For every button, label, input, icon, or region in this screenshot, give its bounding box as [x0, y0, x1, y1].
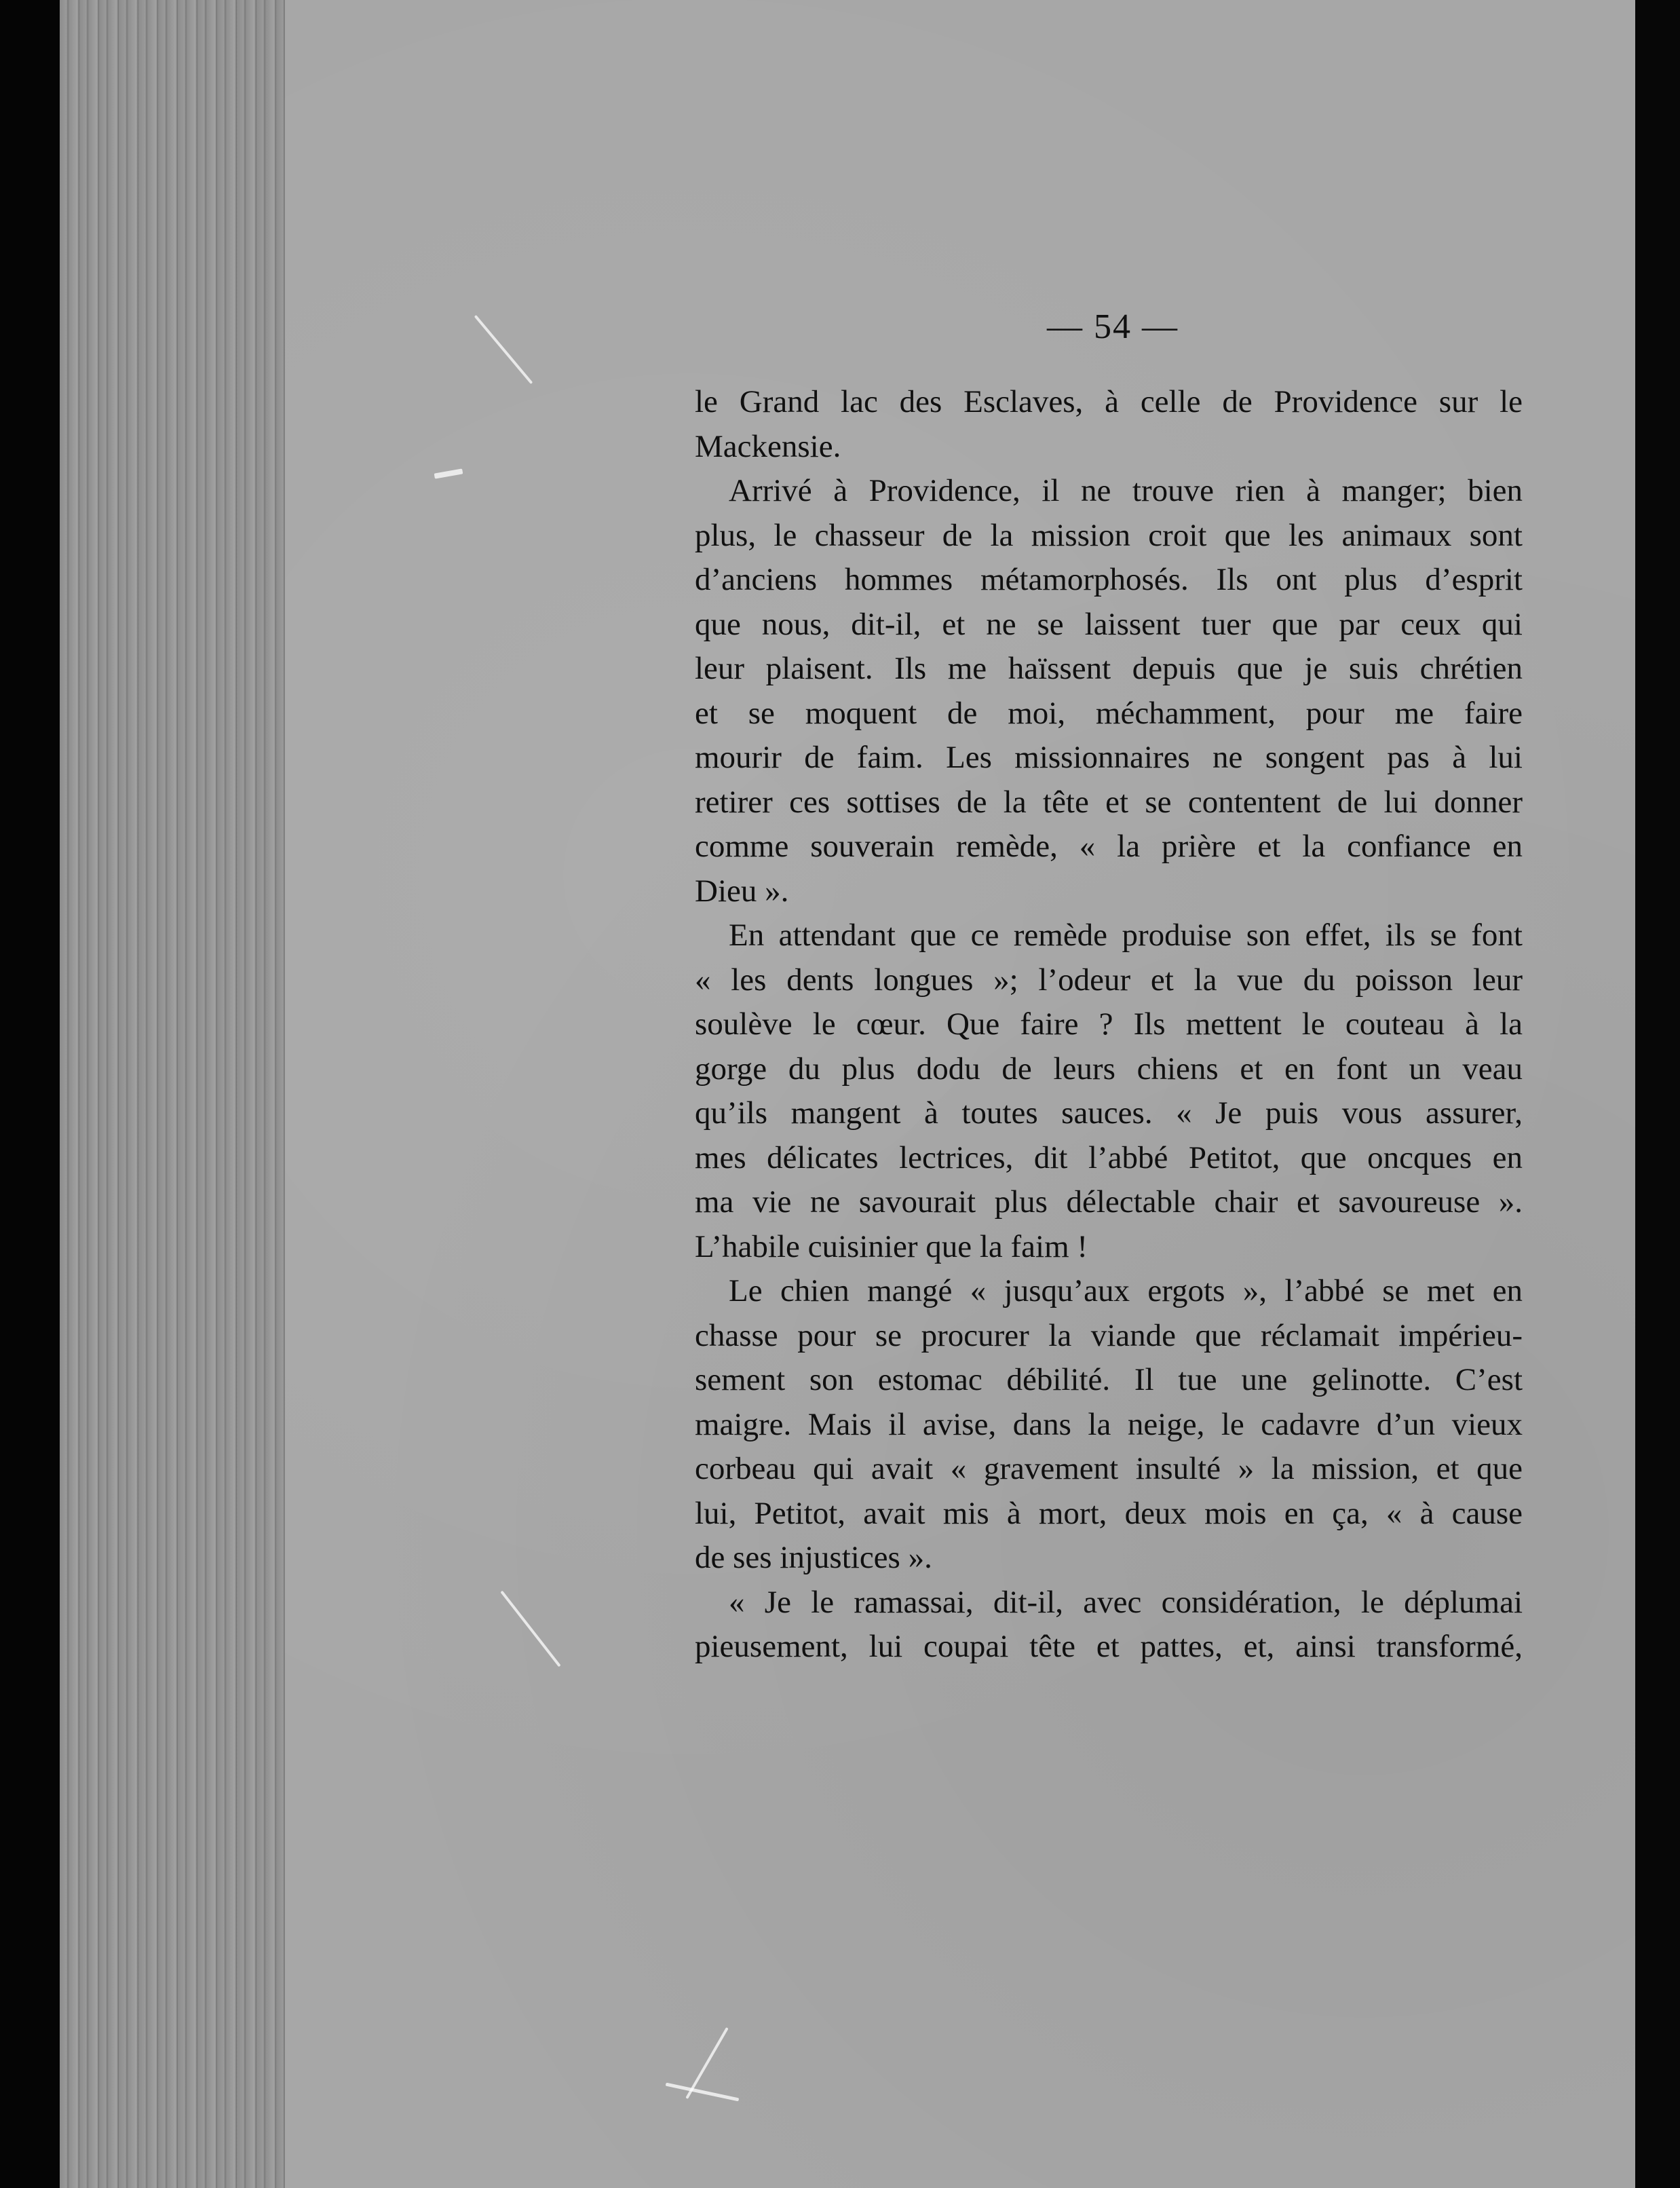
- page-number: — 54 —: [1047, 307, 1179, 346]
- text-line: chasse pour se procurer la viande que réclamait impérieu-: [695, 1317, 1523, 1353]
- text-line: Dieu ».: [695, 873, 789, 909]
- text-line: L’habile cuisinier que la faim !: [695, 1228, 1088, 1264]
- text-line: le Grand lac des Esclaves, à celle de Providence sur le: [695, 384, 1523, 419]
- text-line: soulève le cœur. Que faire ? Ils mettent le couteau à la: [695, 1006, 1523, 1042]
- text-line: pieusement, lui coupai tête et pattes, et, ainsi transformé,: [695, 1629, 1523, 1664]
- text-line: lui, Petitot, avait mis à mort, deux mois en ça, « à cause: [695, 1495, 1523, 1531]
- text-line: gorge du plus dodu de leurs chiens et en font un veau: [695, 1051, 1523, 1087]
- text-line: « Je le ramassai, dit-il, avec considération, le déplumai: [729, 1584, 1523, 1620]
- text-line: sement son estomac débilité. Il tue une gelinotte. C’est: [695, 1362, 1523, 1397]
- text-line: d’anciens hommes métamorphosés. Ils ont plus d’esprit: [695, 562, 1523, 597]
- text-line: et se moquent de moi, méchamment, pour me faire: [695, 695, 1523, 731]
- text-line: qu’ils mangent à toutes sauces. « Je puis vous assurer,: [695, 1095, 1523, 1131]
- text-line: Le chien mangé « jusqu’aux ergots », l’abbé se met en: [729, 1273, 1523, 1308]
- page-edges: [60, 0, 290, 2188]
- right-border: [1635, 0, 1680, 2188]
- text-line: que nous, dit-il, et ne se laissent tuer que par ceux qui: [695, 606, 1523, 642]
- text-line: corbeau qui avait « gravement insulté » la mission, et que: [695, 1451, 1523, 1486]
- text-line: maigre. Mais il avise, dans la neige, le cadavre d’un vieux: [695, 1406, 1523, 1442]
- text-line: retirer ces sottises de la tête et se contentent de lui donner: [695, 784, 1523, 820]
- text-line: ma vie ne savourait plus délectable chair et savoureuse ».: [695, 1184, 1523, 1220]
- text-line: plus, le chasseur de la mission croit que les animaux sont: [695, 517, 1523, 553]
- text-line: En attendant que ce remède produise son effet, ils se font: [729, 918, 1523, 953]
- text-line: « les dents longues »; l’odeur et la vue du poisson leur: [695, 962, 1523, 998]
- text-line: mourir de faim. Les missionnaires ne songent pas à lui: [695, 740, 1523, 775]
- text-line: Mackensie.: [695, 428, 841, 464]
- body-text: [695, 380, 1523, 1670]
- text-line: de ses injustices ».: [695, 1540, 932, 1575]
- text-line: leur plaisent. Ils me haïssent depuis que je suis chrétien: [695, 651, 1523, 686]
- text-line: comme souverain remède, « la prière et la confiance en: [695, 829, 1523, 864]
- text-line: mes délicates lectrices, dit l’abbé Petitot, que oncques en: [695, 1139, 1523, 1175]
- text-line: Arrivé à Providence, il ne trouve rien à manger; bien: [729, 473, 1523, 508]
